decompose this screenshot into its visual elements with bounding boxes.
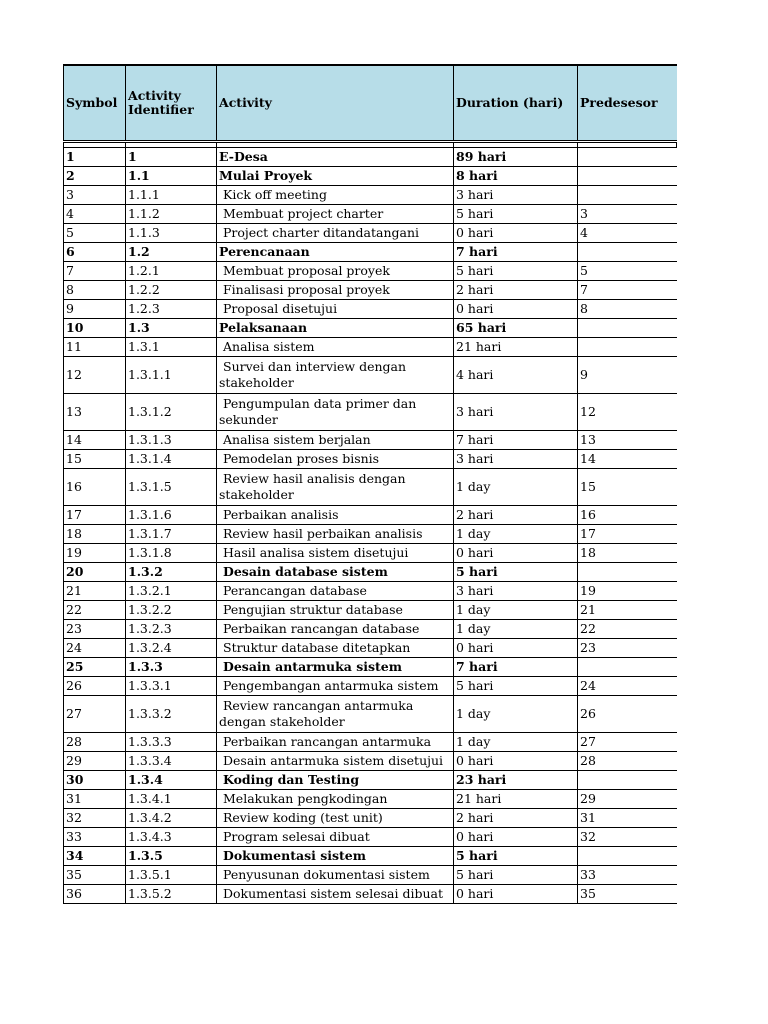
predecessor-cell <box>578 771 677 790</box>
table-row <box>64 790 677 809</box>
symbol-cell: 11 <box>64 338 126 357</box>
activity-cell <box>217 243 454 262</box>
activity-id-cell: 1.3.4.2 <box>126 809 217 828</box>
activity-id-cell: 1.3.2.1 <box>126 582 217 601</box>
table-row <box>64 281 677 300</box>
activity-cell <box>217 450 454 469</box>
predecessor-cell <box>578 243 677 262</box>
duration-cell: 5 hari <box>454 563 578 582</box>
activity-text: Perbaikan analisis <box>223 507 339 522</box>
table-row <box>64 431 677 450</box>
activity-id-cell: 1.3.1.5 <box>126 469 217 506</box>
duration-cell: 1 day <box>454 525 578 544</box>
predecessor-cell: 14 <box>578 450 677 469</box>
activity-id-cell: 1.3.1.2 <box>126 394 217 431</box>
activity-cell <box>217 620 454 639</box>
duration-cell: 21 hari <box>454 338 578 357</box>
activity-cell <box>217 639 454 658</box>
activity-id-cell: 1.3 <box>126 319 217 338</box>
predecessor-cell: 22 <box>578 620 677 639</box>
symbol-cell: 10 <box>64 319 126 338</box>
predecessor-cell: 17 <box>578 525 677 544</box>
activity-id-cell: 1.2 <box>126 243 217 262</box>
duration-cell: 3 hari <box>454 450 578 469</box>
symbol-cell: 4 <box>64 205 126 224</box>
symbol-cell: 33 <box>64 828 126 847</box>
activity-text: Finalisasi proposal proyek <box>223 282 390 297</box>
table-row <box>64 450 677 469</box>
duration-cell: 5 hari <box>454 205 578 224</box>
predecessor-cell: 28 <box>578 752 677 771</box>
table-row <box>64 847 677 866</box>
duration-cell: 0 hari <box>454 828 578 847</box>
duration-cell: 0 hari <box>454 300 578 319</box>
table-row <box>64 148 677 167</box>
predecessor-cell: 33 <box>578 866 677 885</box>
activity-cell <box>217 809 454 828</box>
predecessor-cell: 15 <box>578 469 677 506</box>
activity-text: Pengembangan antarmuka sistem <box>223 678 439 693</box>
activity-text: Survei dan interview dengan stakeholder <box>219 359 407 390</box>
symbol-cell: 29 <box>64 752 126 771</box>
activity-cell <box>217 677 454 696</box>
activity-text: Desain antarmuka sistem disetujui <box>223 753 444 768</box>
duration-cell: 7 hari <box>454 243 578 262</box>
activity-text: Struktur database ditetapkan <box>223 640 411 655</box>
symbol-cell: 12 <box>64 357 126 394</box>
duration-cell: 5 hari <box>454 677 578 696</box>
activity-text: Pengumpulan data primer dan sekunder <box>219 396 417 427</box>
predecessor-cell: 21 <box>578 601 677 620</box>
table-row <box>64 639 677 658</box>
table-row <box>64 771 677 790</box>
symbol-cell: 6 <box>64 243 126 262</box>
table-row <box>64 186 677 205</box>
symbol-cell: 2 <box>64 167 126 186</box>
activity-text: Perbaikan rancangan database <box>223 621 420 636</box>
table-body <box>64 142 677 904</box>
predecessor-cell <box>578 167 677 186</box>
predecessor-cell: 7 <box>578 281 677 300</box>
activity-text: Pemodelan proses bisnis <box>223 451 380 466</box>
table-row <box>64 866 677 885</box>
wbs-table <box>63 64 677 904</box>
activity-cell <box>217 790 454 809</box>
activity-text: Pelaksanaan <box>219 320 308 335</box>
activity-text: Perbaikan rancangan antarmuka <box>223 734 432 749</box>
activity-text: Koding dan Testing <box>223 772 360 787</box>
table-row <box>64 582 677 601</box>
activity-cell <box>217 300 454 319</box>
symbol-cell: 24 <box>64 639 126 658</box>
activity-text: Project charter ditandatangani <box>223 225 420 240</box>
activity-id-cell: 1.1 <box>126 167 217 186</box>
symbol-cell: 21 <box>64 582 126 601</box>
activity-id-cell: 1.3.1.6 <box>126 506 217 525</box>
activity-id-cell: 1.2.3 <box>126 300 217 319</box>
activity-id-cell: 1.3.3.4 <box>126 752 217 771</box>
symbol-cell: 16 <box>64 469 126 506</box>
symbol-cell: 1 <box>64 148 126 167</box>
duration-cell: 1 day <box>454 601 578 620</box>
activity-id-cell: 1.3.4.1 <box>126 790 217 809</box>
table-row <box>64 620 677 639</box>
activity-cell <box>217 696 454 733</box>
predecessor-cell <box>578 319 677 338</box>
activity-text: Hasil analisa sistem disetujui <box>223 545 409 560</box>
activity-text: Review rancangan antarmuka dengan stakeholder <box>219 698 414 729</box>
duration-cell: 89 hari <box>454 148 578 167</box>
predecessor-cell: 13 <box>578 431 677 450</box>
duration-cell: 7 hari <box>454 431 578 450</box>
table-row <box>64 357 677 394</box>
activity-id-cell: 1.3.2 <box>126 563 217 582</box>
activity-cell <box>217 752 454 771</box>
predecessor-cell: 23 <box>578 639 677 658</box>
table-row <box>64 677 677 696</box>
header-activity-identifier: Activity Identifier <box>126 65 217 142</box>
predecessor-cell: 19 <box>578 582 677 601</box>
activity-text: Kick off meeting <box>223 187 327 202</box>
activity-text: Dokumentasi sistem <box>223 848 366 863</box>
activity-cell <box>217 544 454 563</box>
symbol-cell: 32 <box>64 809 126 828</box>
header-activity: Activity <box>217 65 454 142</box>
duration-cell: 3 hari <box>454 394 578 431</box>
duration-cell: 4 hari <box>454 357 578 394</box>
activity-cell <box>217 224 454 243</box>
activity-cell <box>217 885 454 904</box>
symbol-cell: 27 <box>64 696 126 733</box>
activity-text: Pengujian struktur database <box>223 602 403 617</box>
header-duration: Duration (hari) <box>454 65 578 142</box>
activity-cell <box>217 563 454 582</box>
activity-id-cell: 1.2.1 <box>126 262 217 281</box>
symbol-cell: 26 <box>64 677 126 696</box>
duration-cell: 0 hari <box>454 544 578 563</box>
activity-cell <box>217 357 454 394</box>
duration-cell: 21 hari <box>454 790 578 809</box>
predecessor-cell: 31 <box>578 809 677 828</box>
predecessor-cell: 9 <box>578 357 677 394</box>
activity-cell <box>217 338 454 357</box>
symbol-cell: 8 <box>64 281 126 300</box>
table-row <box>64 167 677 186</box>
activity-text: Membuat project charter <box>223 206 384 221</box>
table-row <box>64 224 677 243</box>
symbol-cell: 13 <box>64 394 126 431</box>
activity-text: Analisa sistem <box>223 339 315 354</box>
table-row <box>64 563 677 582</box>
activity-id-cell: 1.3.3.1 <box>126 677 217 696</box>
activity-id-cell: 1 <box>126 148 217 167</box>
activity-cell <box>217 394 454 431</box>
predecessor-cell: 35 <box>578 885 677 904</box>
activity-text: Membuat proposal proyek <box>223 263 390 278</box>
duration-cell: 1 day <box>454 620 578 639</box>
duration-cell: 3 hari <box>454 582 578 601</box>
table-row <box>64 243 677 262</box>
predecessor-cell: 32 <box>578 828 677 847</box>
activity-cell <box>217 148 454 167</box>
table-row <box>64 319 677 338</box>
activity-id-cell: 1.1.1 <box>126 186 217 205</box>
activity-cell <box>217 506 454 525</box>
table-row <box>64 752 677 771</box>
symbol-cell: 34 <box>64 847 126 866</box>
activity-cell <box>217 658 454 677</box>
symbol-cell: 31 <box>64 790 126 809</box>
activity-id-cell: 1.3.1.3 <box>126 431 217 450</box>
table-row <box>64 885 677 904</box>
predecessor-cell: 18 <box>578 544 677 563</box>
duration-cell: 65 hari <box>454 319 578 338</box>
duration-cell: 2 hari <box>454 809 578 828</box>
activity-cell <box>217 525 454 544</box>
predecessor-cell: 8 <box>578 300 677 319</box>
predecessor-cell: 16 <box>578 506 677 525</box>
symbol-cell: 15 <box>64 450 126 469</box>
activity-text: Desain antarmuka sistem <box>223 659 402 674</box>
activity-cell <box>217 431 454 450</box>
predecessor-cell: 27 <box>578 733 677 752</box>
table-row <box>64 506 677 525</box>
activity-text: Review koding (test unit) <box>223 810 383 825</box>
table-row <box>64 696 677 733</box>
table-row <box>64 525 677 544</box>
symbol-cell: 23 <box>64 620 126 639</box>
header-predecessor: Predesesor <box>578 65 677 142</box>
activity-id-cell: 1.3.3 <box>126 658 217 677</box>
symbol-cell: 28 <box>64 733 126 752</box>
activity-id-cell: 1.3.5.1 <box>126 866 217 885</box>
activity-text: Mulai Proyek <box>219 168 313 183</box>
activity-id-cell: 1.3.2.3 <box>126 620 217 639</box>
predecessor-cell: 4 <box>578 224 677 243</box>
activity-cell <box>217 601 454 620</box>
activity-id-cell: 1.3.1.7 <box>126 525 217 544</box>
activity-text: Analisa sistem berjalan <box>223 432 371 447</box>
duration-cell: 2 hari <box>454 281 578 300</box>
activity-cell <box>217 847 454 866</box>
activity-cell <box>217 733 454 752</box>
predecessor-cell <box>578 658 677 677</box>
duration-cell: 3 hari <box>454 186 578 205</box>
table-row <box>64 338 677 357</box>
activity-id-cell: 1.3.2.2 <box>126 601 217 620</box>
table-row <box>64 394 677 431</box>
activity-cell <box>217 186 454 205</box>
activity-cell <box>217 828 454 847</box>
symbol-cell: 14 <box>64 431 126 450</box>
duration-cell: 5 hari <box>454 866 578 885</box>
table-row <box>64 601 677 620</box>
activity-cell <box>217 469 454 506</box>
activity-id-cell: 1.3.2.4 <box>126 639 217 658</box>
duration-cell: 2 hari <box>454 506 578 525</box>
duration-cell: 0 hari <box>454 224 578 243</box>
symbol-cell: 3 <box>64 186 126 205</box>
symbol-cell: 25 <box>64 658 126 677</box>
duration-cell: 5 hari <box>454 262 578 281</box>
activity-cell <box>217 866 454 885</box>
table-row <box>64 733 677 752</box>
activity-id-cell: 1.3.1.4 <box>126 450 217 469</box>
predecessor-cell: 29 <box>578 790 677 809</box>
predecessor-cell: 12 <box>578 394 677 431</box>
symbol-cell: 19 <box>64 544 126 563</box>
activity-cell <box>217 771 454 790</box>
table-row <box>64 469 677 506</box>
predecessor-cell <box>578 847 677 866</box>
activity-cell <box>217 281 454 300</box>
activity-text: E-Desa <box>219 149 268 164</box>
activity-id-cell: 1.3.3.2 <box>126 696 217 733</box>
table-row <box>64 544 677 563</box>
predecessor-cell <box>578 563 677 582</box>
activity-id-cell: 1.3.5 <box>126 847 217 866</box>
activity-id-cell: 1.1.2 <box>126 205 217 224</box>
duration-cell: 0 hari <box>454 752 578 771</box>
symbol-cell: 9 <box>64 300 126 319</box>
symbol-cell: 20 <box>64 563 126 582</box>
activity-id-cell: 1.3.5.2 <box>126 885 217 904</box>
predecessor-cell: 5 <box>578 262 677 281</box>
activity-id-cell: 1.2.2 <box>126 281 217 300</box>
activity-cell <box>217 582 454 601</box>
symbol-cell: 35 <box>64 866 126 885</box>
symbol-cell: 22 <box>64 601 126 620</box>
duration-cell: 1 day <box>454 733 578 752</box>
activity-id-cell: 1.3.1.8 <box>126 544 217 563</box>
activity-text: Proposal disetujui <box>223 301 338 316</box>
activity-cell <box>217 205 454 224</box>
predecessor-cell <box>578 338 677 357</box>
activity-id-cell: 1.3.1 <box>126 338 217 357</box>
activity-text: Review hasil perbaikan analisis <box>223 526 423 541</box>
table-row <box>64 205 677 224</box>
activity-cell <box>217 262 454 281</box>
table-row <box>64 300 677 319</box>
activity-text: Perancangan database <box>223 583 367 598</box>
symbol-cell: 17 <box>64 506 126 525</box>
symbol-cell: 30 <box>64 771 126 790</box>
duration-cell: 7 hari <box>454 658 578 677</box>
duration-cell: 23 hari <box>454 771 578 790</box>
header-symbol: Symbol <box>64 65 126 142</box>
activity-text: Perencanaan <box>219 244 310 259</box>
table-row <box>64 262 677 281</box>
activity-text: Desain database sistem <box>223 564 388 579</box>
table-row <box>64 809 677 828</box>
activity-id-cell: 1.3.1.1 <box>126 357 217 394</box>
symbol-cell: 7 <box>64 262 126 281</box>
symbol-cell: 5 <box>64 224 126 243</box>
table-row <box>64 828 677 847</box>
duration-cell: 8 hari <box>454 167 578 186</box>
duration-cell: 5 hari <box>454 847 578 866</box>
activity-text: Program selesai dibuat <box>223 829 370 844</box>
duration-cell: 1 day <box>454 696 578 733</box>
activity-id-cell: 1.3.3.3 <box>126 733 217 752</box>
header-row <box>64 65 677 142</box>
predecessor-cell <box>578 186 677 205</box>
activity-cell <box>217 319 454 338</box>
activity-text: Melakukan pengkodingan <box>223 791 388 806</box>
activity-cell <box>217 167 454 186</box>
activity-text: Penyusunan dokumentasi sistem <box>223 867 430 882</box>
duration-cell: 1 day <box>454 469 578 506</box>
symbol-cell: 18 <box>64 525 126 544</box>
activity-id-cell: 1.1.3 <box>126 224 217 243</box>
symbol-cell: 36 <box>64 885 126 904</box>
duration-cell: 0 hari <box>454 639 578 658</box>
table-row <box>64 658 677 677</box>
activity-text: Dokumentasi sistem selesai dibuat <box>223 886 443 901</box>
predecessor-cell <box>578 148 677 167</box>
activity-id-cell: 1.3.4.3 <box>126 828 217 847</box>
predecessor-cell: 26 <box>578 696 677 733</box>
duration-cell: 0 hari <box>454 885 578 904</box>
activity-text: Review hasil analisis dengan stakeholder <box>219 471 406 502</box>
activity-id-cell: 1.3.4 <box>126 771 217 790</box>
predecessor-cell: 3 <box>578 205 677 224</box>
predecessor-cell: 24 <box>578 677 677 696</box>
